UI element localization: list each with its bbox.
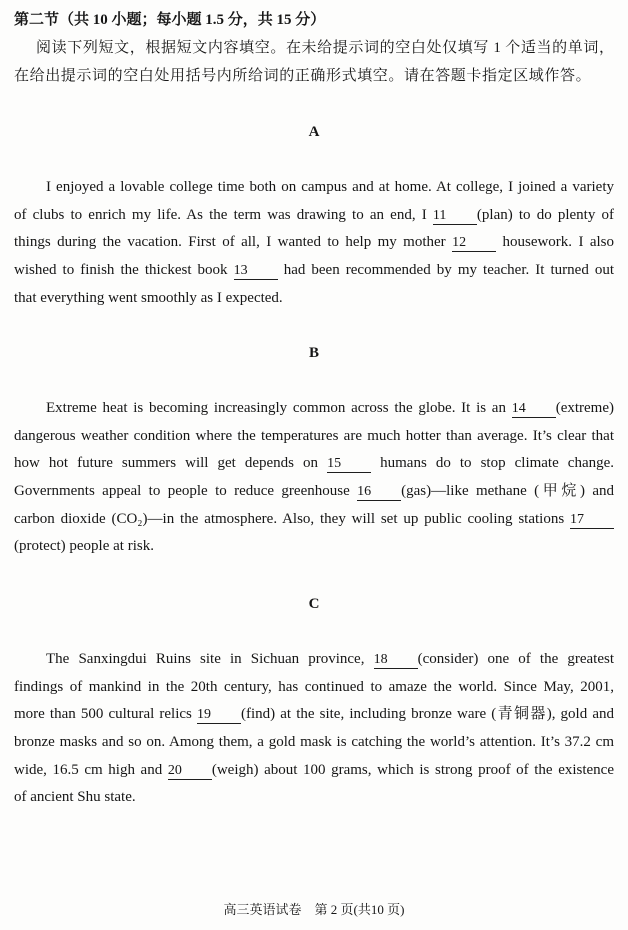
- passage-b-line-6: (protect) people at risk.: [14, 538, 154, 555]
- passage-c-line-4: bronze masks and so on. Among them, a gold mask is catching the world’s attention. It’s 37.2 cm: [14, 734, 614, 751]
- section-heading: 第二节（共 10 小题；每小题 1.5 分，共 15 分）: [14, 12, 326, 28]
- line-text: humans do to stop climate change.: [380, 455, 615, 472]
- blank-18: 18: [374, 651, 418, 669]
- blank-16: 16: [357, 483, 401, 501]
- line-text: (find) at the site, including bronze ware (青铜器), gold and: [241, 706, 614, 723]
- passage-c-line-1: [14, 646, 614, 674]
- line-text: Governments appeal to people to reduce greenhouse: [14, 483, 350, 500]
- blank-20: 20: [168, 762, 212, 780]
- passage-c-line-6: of ancient Shu state.: [14, 789, 136, 806]
- passage-c-line-5: [14, 757, 614, 785]
- line-text: (extreme): [555, 400, 614, 416]
- page-footer: 高三英语试卷 第 2 页(共10 页): [223, 902, 405, 917]
- line-text: carbon dioxide (CO₂)—in the atmosphere. Also, they will set up public cooling stations: [14, 510, 565, 527]
- instruction-line-2: 在给出提示词的空白处用括号内所给词的正确形式填空。请在答题卡指定区域作答。: [14, 68, 592, 84]
- line-text: more than 500 cultural relics: [14, 706, 192, 723]
- line-text: (weigh) about 100 grams, which is strong proof of the existence: [211, 761, 614, 778]
- passage-c-line-3: [14, 701, 614, 729]
- passage-a-line-1: I enjoyed a lovable college time both on campus and at home. At college, I joined a variety: [46, 179, 614, 195]
- line-text: (consider) one of the greatest: [417, 651, 614, 667]
- blank-11: 11: [433, 207, 477, 225]
- passage-a-line-5: that everything went smoothly as I expected.: [14, 289, 283, 306]
- passage-c-line-2: findings of mankind in the 20th century, has continued to amaze the world. Since May, 2001,: [14, 678, 614, 695]
- line-text: how hot future summers will get depends on: [14, 455, 319, 472]
- passage-b-line-1: [14, 395, 614, 423]
- passage-b-line-2: dangerous weather condition where the temperatures are much hotter than average. It’s clear that: [14, 427, 614, 444]
- line-text: Extreme heat is becoming increasingly common across the globe. It is an: [46, 400, 506, 416]
- line-text: (plan) to do plenty of: [476, 206, 614, 223]
- passage-a-line-3: [14, 229, 614, 257]
- blank-14: 14: [512, 400, 556, 418]
- instruction-line-1: 阅读下列短文，根据短文内容填空。在未给提示词的空白处仅填写 1 个适当的单词，: [36, 40, 614, 56]
- instructions: [14, 34, 614, 90]
- line-text: (gas)—like methane (甲烷) and: [401, 483, 615, 500]
- passage-c-label: C: [308, 596, 320, 612]
- line-text: wished to finish the thickest book: [14, 262, 228, 279]
- passage-c: [14, 646, 614, 812]
- blank-13: 13: [234, 262, 278, 280]
- passage-a-line-4: [14, 257, 614, 285]
- passage-a-label: A: [308, 124, 320, 140]
- passage-a-line-2: [14, 202, 614, 230]
- line-text: had been recommended by my teacher. It turned out: [283, 262, 615, 279]
- passage-b-line-3: [14, 450, 614, 478]
- blank-15: 15: [327, 455, 371, 473]
- line-text: of clubs to enrich my life. As the term was drawing to an end, I: [14, 206, 427, 223]
- passage-b-line-5: [14, 506, 614, 534]
- passage-a: [14, 174, 614, 312]
- passage-b-line-4: [14, 478, 614, 506]
- line-text: wide, 16.5 cm high and: [14, 761, 163, 778]
- blank-17: 17: [570, 511, 614, 529]
- line-text: The Sanxingdui Ruins site in Sichuan province,: [46, 651, 365, 667]
- passage-b-label: B: [308, 345, 319, 361]
- line-text: things during the vacation. First of all, I wanted to help my mother: [14, 234, 446, 251]
- blank-12: 12: [452, 234, 496, 252]
- passage-b: [14, 395, 614, 561]
- blank-19: 19: [197, 706, 241, 724]
- line-text: housework. I also: [502, 234, 615, 251]
